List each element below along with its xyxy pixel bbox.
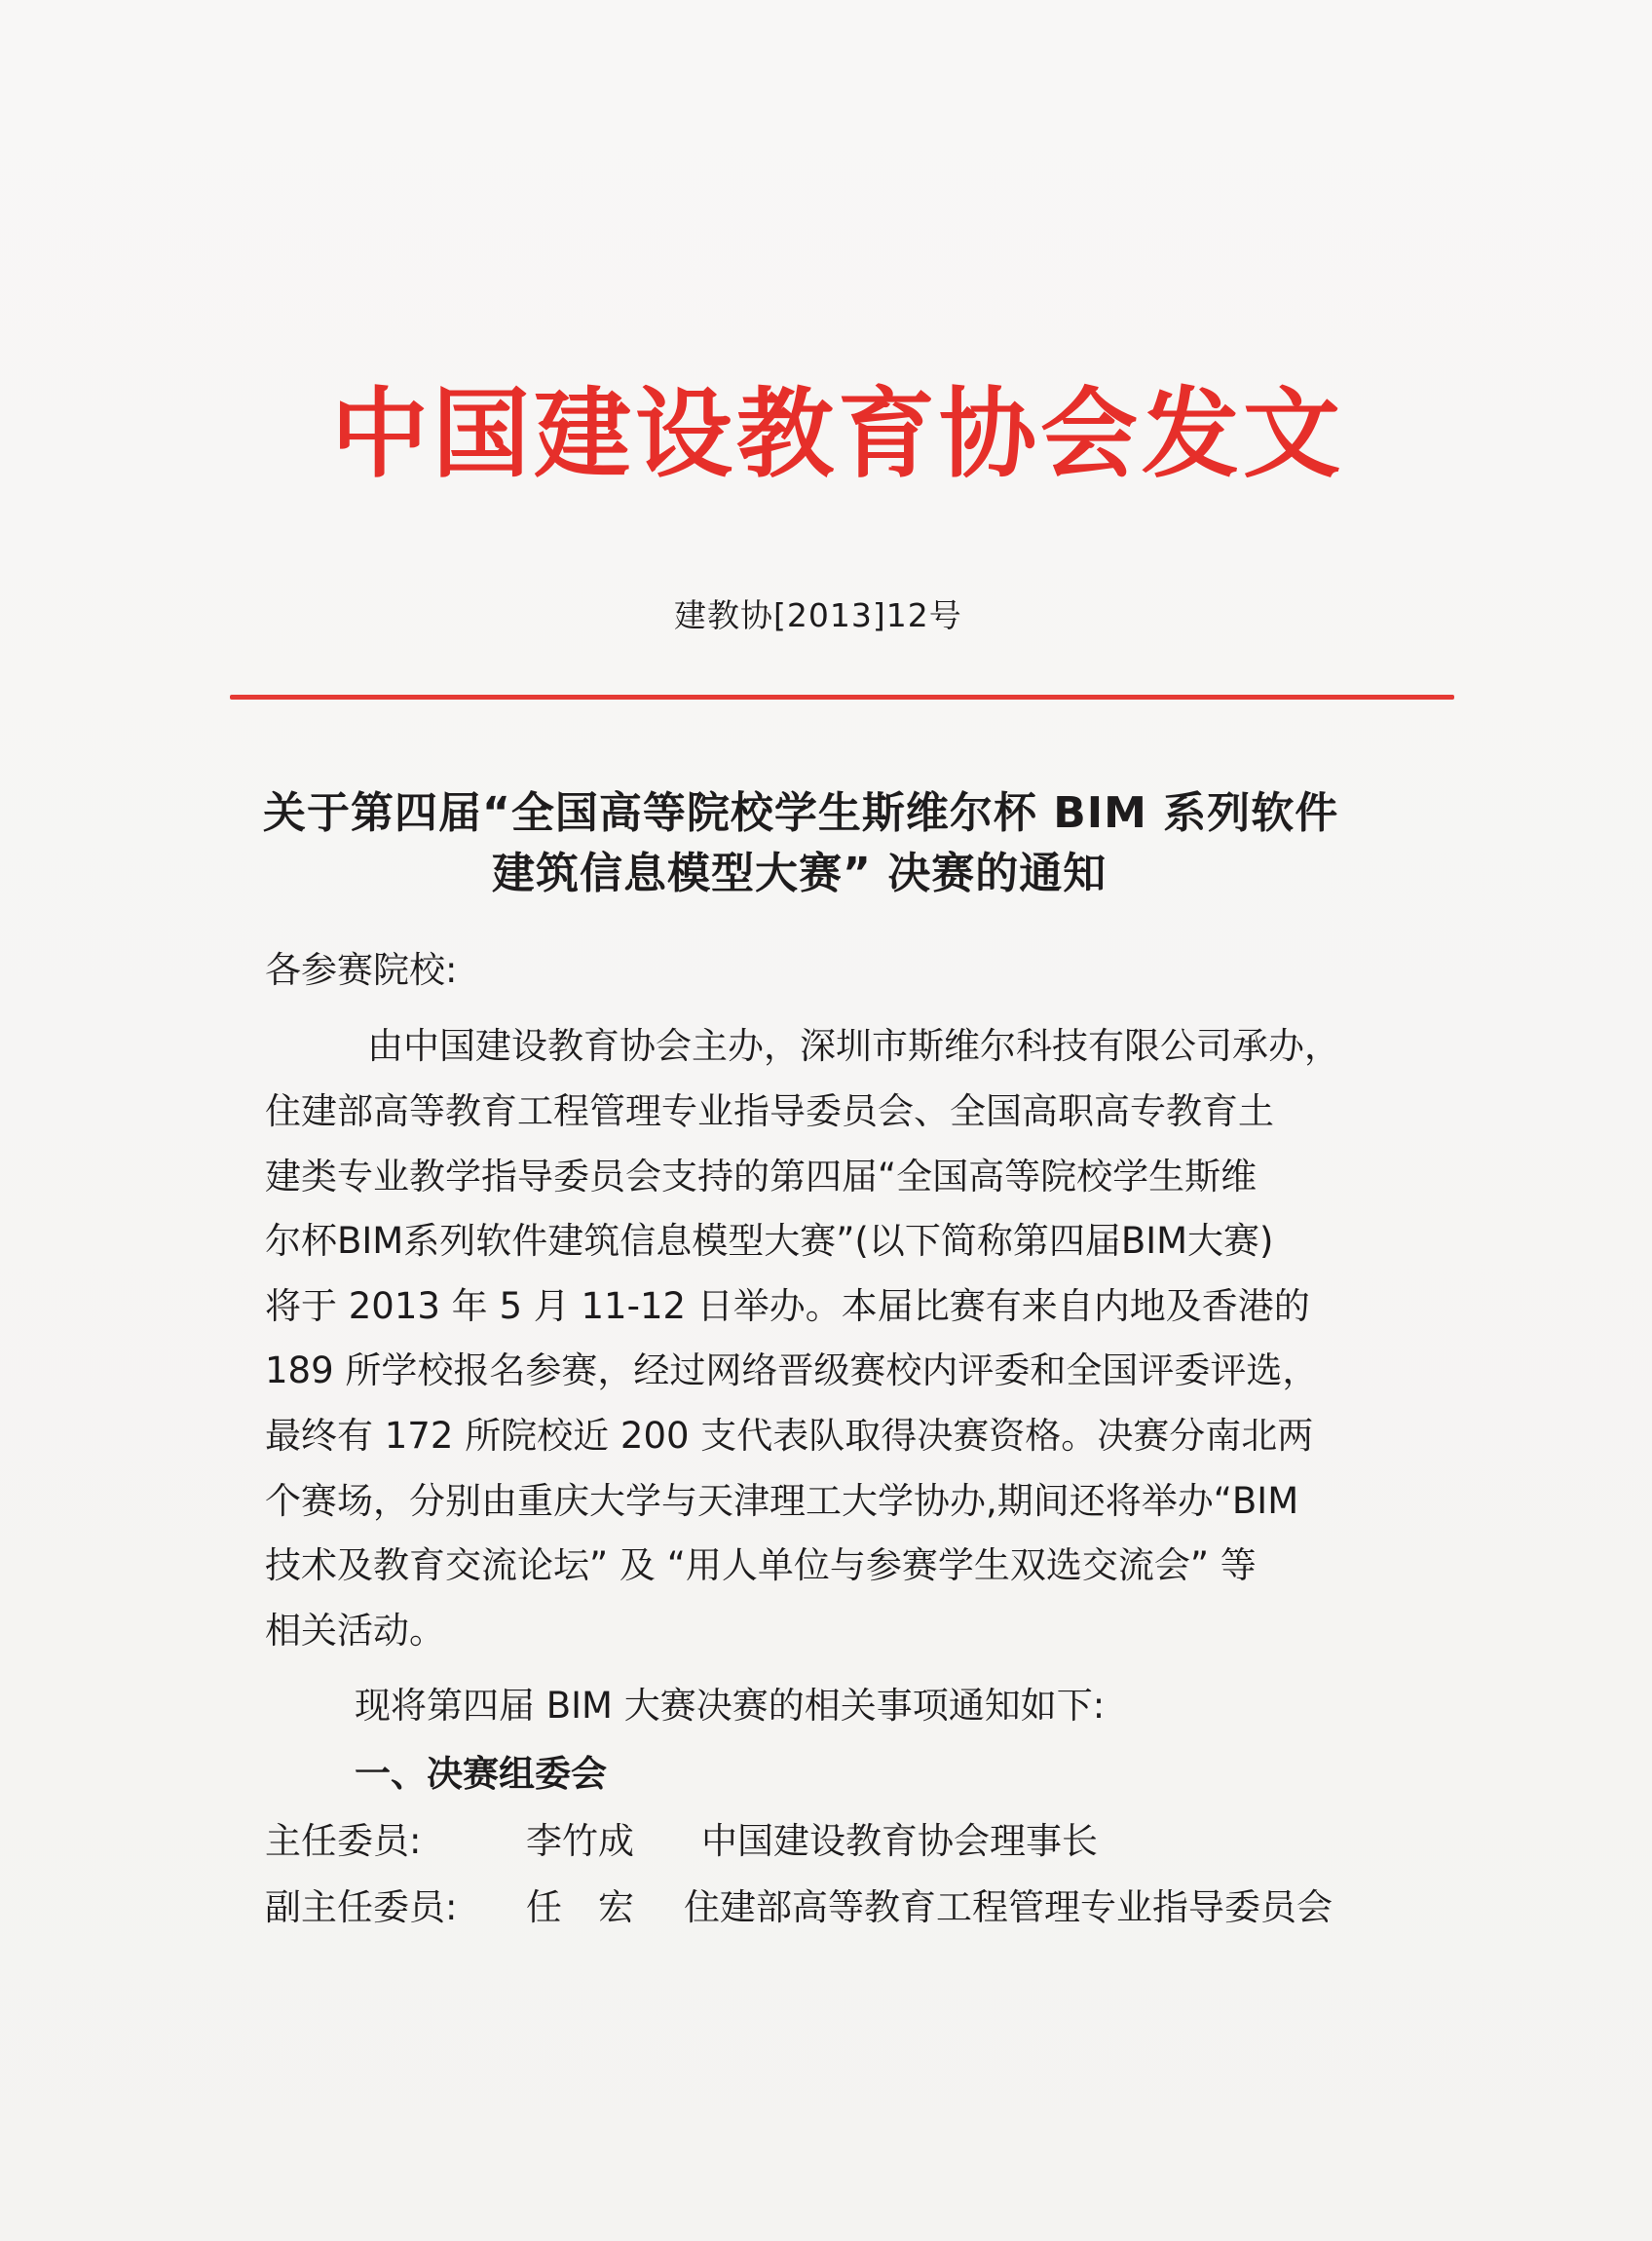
committee-position: 中国建设教育协会理事长 (701, 1820, 1098, 1862)
salutation: 各参赛院校: (265, 949, 458, 991)
paragraph-line: 将于 2013 年 5 月 11-12 日举办。本届比赛有来自内地及香港的 (265, 1285, 1310, 1327)
paragraph-line: 个赛场，分别由重庆大学与天津理工大学协办,期间还将举办“BIM (265, 1480, 1299, 1522)
committee-role: 主任委员: (265, 1820, 422, 1862)
org-header-title: 中国建设教育协会发文 (331, 376, 1344, 491)
paragraph-line: 最终有 172 所院校近 200 支代表队取得决赛资格。决赛分南北两 (265, 1415, 1314, 1457)
committee-name: 任 宏 (526, 1886, 634, 1928)
paragraph-line: 尔杯BIM系列软件建筑信息模型大赛”(以下简称第四届BIM大赛) (265, 1220, 1274, 1262)
paragraph-line: 相关活动。 (265, 1610, 445, 1652)
notice-title-line-1: 关于第四届“全国高等院校学生斯维尔杯 BIM 系列软件 (263, 788, 1339, 838)
paragraph-line: 由中国建设教育协会主办，深圳市斯维尔科技有限公司承办， (367, 1025, 1340, 1067)
committee-position: 住建部高等教育工程管理专业指导委员会 (684, 1886, 1333, 1928)
paragraph-line: 技术及教育交流论坛” 及 “用人单位与参赛学生双选交流会” 等 (265, 1544, 1257, 1586)
document-number: 建教协[2013]12号 (674, 596, 962, 634)
committee-name: 李竹成 (526, 1820, 634, 1862)
paragraph-line: 建类专业教学指导委员会支持的第四届“全国高等院校学生斯维 (265, 1156, 1258, 1197)
red-divider-line (230, 695, 1454, 700)
notice-title-line-2: 建筑信息模型大赛” 决赛的通知 (492, 849, 1108, 898)
paragraph-2: 现将第四届 BIM 大赛决赛的相关事项通知如下: (355, 1685, 1106, 1727)
paragraph-line: 住建部高等教育工程管理专业指导委员会、全国高职高专教育土 (265, 1090, 1274, 1132)
section-1-heading: 一、决赛组委会 (355, 1753, 607, 1795)
paragraph-line: 189 所学校报名参赛，经过网络晋级赛校内评委和全国评委评选， (265, 1349, 1319, 1391)
committee-role: 副主任委员: (265, 1886, 458, 1928)
